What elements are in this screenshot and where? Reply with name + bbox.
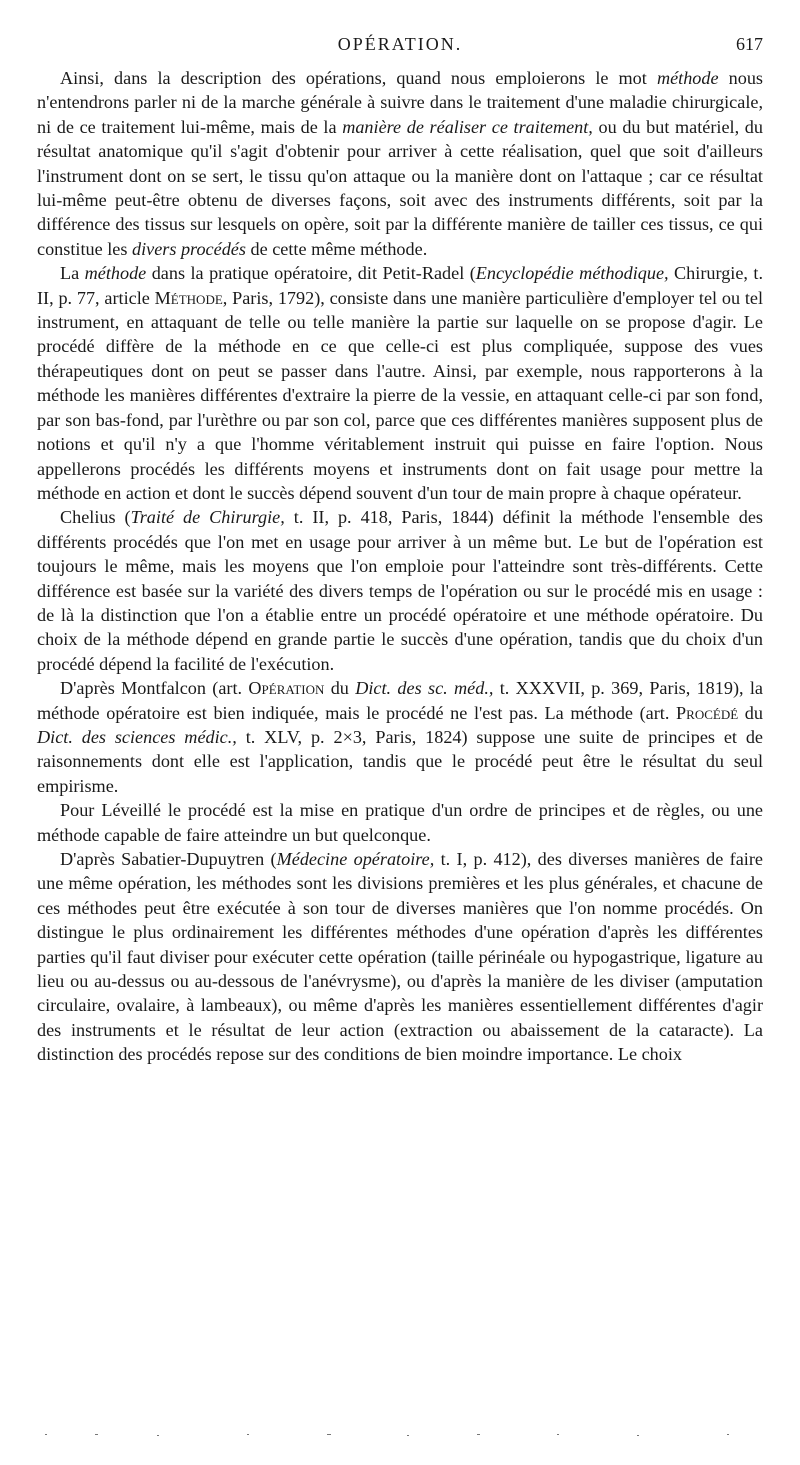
paragraph [37, 505, 763, 676]
paragraph [37, 261, 763, 505]
text-run: La [60, 263, 85, 284]
paragraph [37, 66, 763, 261]
text-run: du [738, 702, 763, 723]
bottom-print-specks [37, 1432, 763, 1438]
page-number: 617 [736, 34, 763, 54]
text-run: t. I, p. 412), des diverses manières de faire une même opération, les méthodes sont les divisions premières et les plus générales, et chacune de ces méthodes peut être exécutée à son tour de diverses manières que l'on nomme procédés. On distingue le plus ordinairement les différentes méthodes d'une opération d'après les différentes parties qu'il faut diviser pour exécuter cette opération (taille périnéale ou hypogastrique, ligature au lieu ou au-dessus ou au-dessous de l'anévrysme), ou d'après la manière de les diviser (amputation circulaire, ovalaire, à lambeaux), ou même d'après les manières essentiellement différentes d'agir des instruments et le résultat de leur action (extraction ou abaissement de la cataracte). La distinction des procédés repose sur des conditions de bien moindre importance. Le choix [37, 849, 763, 1065]
text-run: , Paris, 1792), consiste dans une manière particulière d'employer tel ou tel instrument, en attaquant de telle ou telle manière la partie sur laquelle on se propose d'agir. Le procédé diffère de la méthode en ce que celle-ci est plus compliquée, suppose des vues thérapeutiques dont on peut se passer dans l'autre. Ainsi, par exemple, nous rapporterons à la méthode les manières différentes d'extraire la pierre de la vessie, en attaquant celle-ci par son fond, par son bas-fond, par l'urèthre ou par son col, parce que ces différentes manières supposent plus de notions et qu'il n'y a que l'homme véritablement instruit qui puisse en faire l'option. Nous appellerons procédés les différents moyens et instruments dont on fait usage pour mettre la méthode en action et dont le succès dépend souvent d'un tour de main propre à chaque opérateur. [37, 287, 764, 503]
text-run: D'après Sabatier-Dupuytren ( [60, 849, 277, 869]
text-run: Chelius ( [60, 507, 131, 528]
text-run: t. II, p. 418, Paris, 1844) définit la méthode l'ensemble des différents procédés que l'on met en usage pour arriver à un même but. Le but de l'opération est toujours le même, mais les moyens que l'on emploie pour l'atteindre sont très-différents. Cette différence est basée sur la variété des divers temps de l'opération ou sur le procédé mis en usage : de là la distinction que l'on a établie entre un procédé opératoire et une méthode opératoire. Du choix de la méthode dépend en grande partie le succès d'une opération, tandis que du choix d'un procédé dépend la facilité de l'exécution. [37, 507, 763, 674]
small-caps-text: Procédé [676, 702, 739, 723]
italic-text: méthode [84, 263, 147, 284]
text-run: dans la pratique opératoire, dit Petit-Radel ( [146, 263, 476, 284]
text-run: ou du but matériel, du résultat anatomique qu'il s'agit d'obtenir pour arriver à cette réalisation, quel que soit d'ailleurs l'instrument dont on se sert, le tissu qu'on attaque ou la manière dont on l'attaque ; car ce résultat lui-même peut-être obtenu de diverses façons, soit avec des instruments différents, soit par la différence des tissus sur lesquels on opère, soit par la différente manière de tailler ces tissus, ce qui constitue les [37, 116, 763, 259]
italic-text: Encyclopédie méthodique, [475, 263, 669, 284]
italic-text: divers procédés [131, 238, 246, 259]
text-run: Pour Léveillé le procédé est la mise en pratique d'un ordre de principes et de règles, ou une méthode capable de faire atteindre un but quelconque. [37, 800, 763, 845]
small-caps-text: Opération [248, 678, 325, 699]
text-run: nous n'entendrons parler ni de la marche générale à suivre dans le traitement d'une maladie chirurgicale, ni de ce traitement lui-même, mais de la [37, 68, 764, 137]
text-run: du [324, 678, 356, 699]
italic-text: Traité de Chirurgie, [130, 507, 285, 528]
body-text [37, 66, 763, 1067]
text-run: t. XLV, p. 2×3, Paris, 1824) suppose une suite de principes et de raisonnements dont elle est l'application, tandis que le procédé peut être le résultat du seul empirisme. [37, 726, 764, 796]
page-header [37, 34, 763, 58]
small-caps-text: Méthode [154, 287, 223, 308]
paragraph [37, 676, 763, 798]
running-title: OPÉRATION. [337, 34, 463, 54]
text-run: de cette même méthode. [245, 238, 428, 259]
paragraph [37, 847, 763, 1067]
italic-text: Dict. des sc. méd., [355, 678, 494, 699]
text-run: Ainsi, dans la description des opérations, quand nous emploierons le mot [60, 68, 657, 88]
italic-text: Médecine opératoire, [276, 849, 435, 869]
text-run: D'après Montfalcon (art. [60, 678, 249, 699]
italic-text: méthode [656, 68, 719, 88]
text-run: t. XXXVII, p. 369, Paris, 1819), la méthode opératoire est bien indiquée, mais le procédé ne l'est pas. La méthode (art. [37, 678, 763, 723]
italic-text: Dict. des sciences médic., [37, 726, 237, 747]
text-run: Chirurgie, t. II, p. 77, article [37, 263, 764, 308]
italic-text: manière de réaliser ce traitement, [342, 116, 593, 137]
paragraph [37, 798, 763, 847]
